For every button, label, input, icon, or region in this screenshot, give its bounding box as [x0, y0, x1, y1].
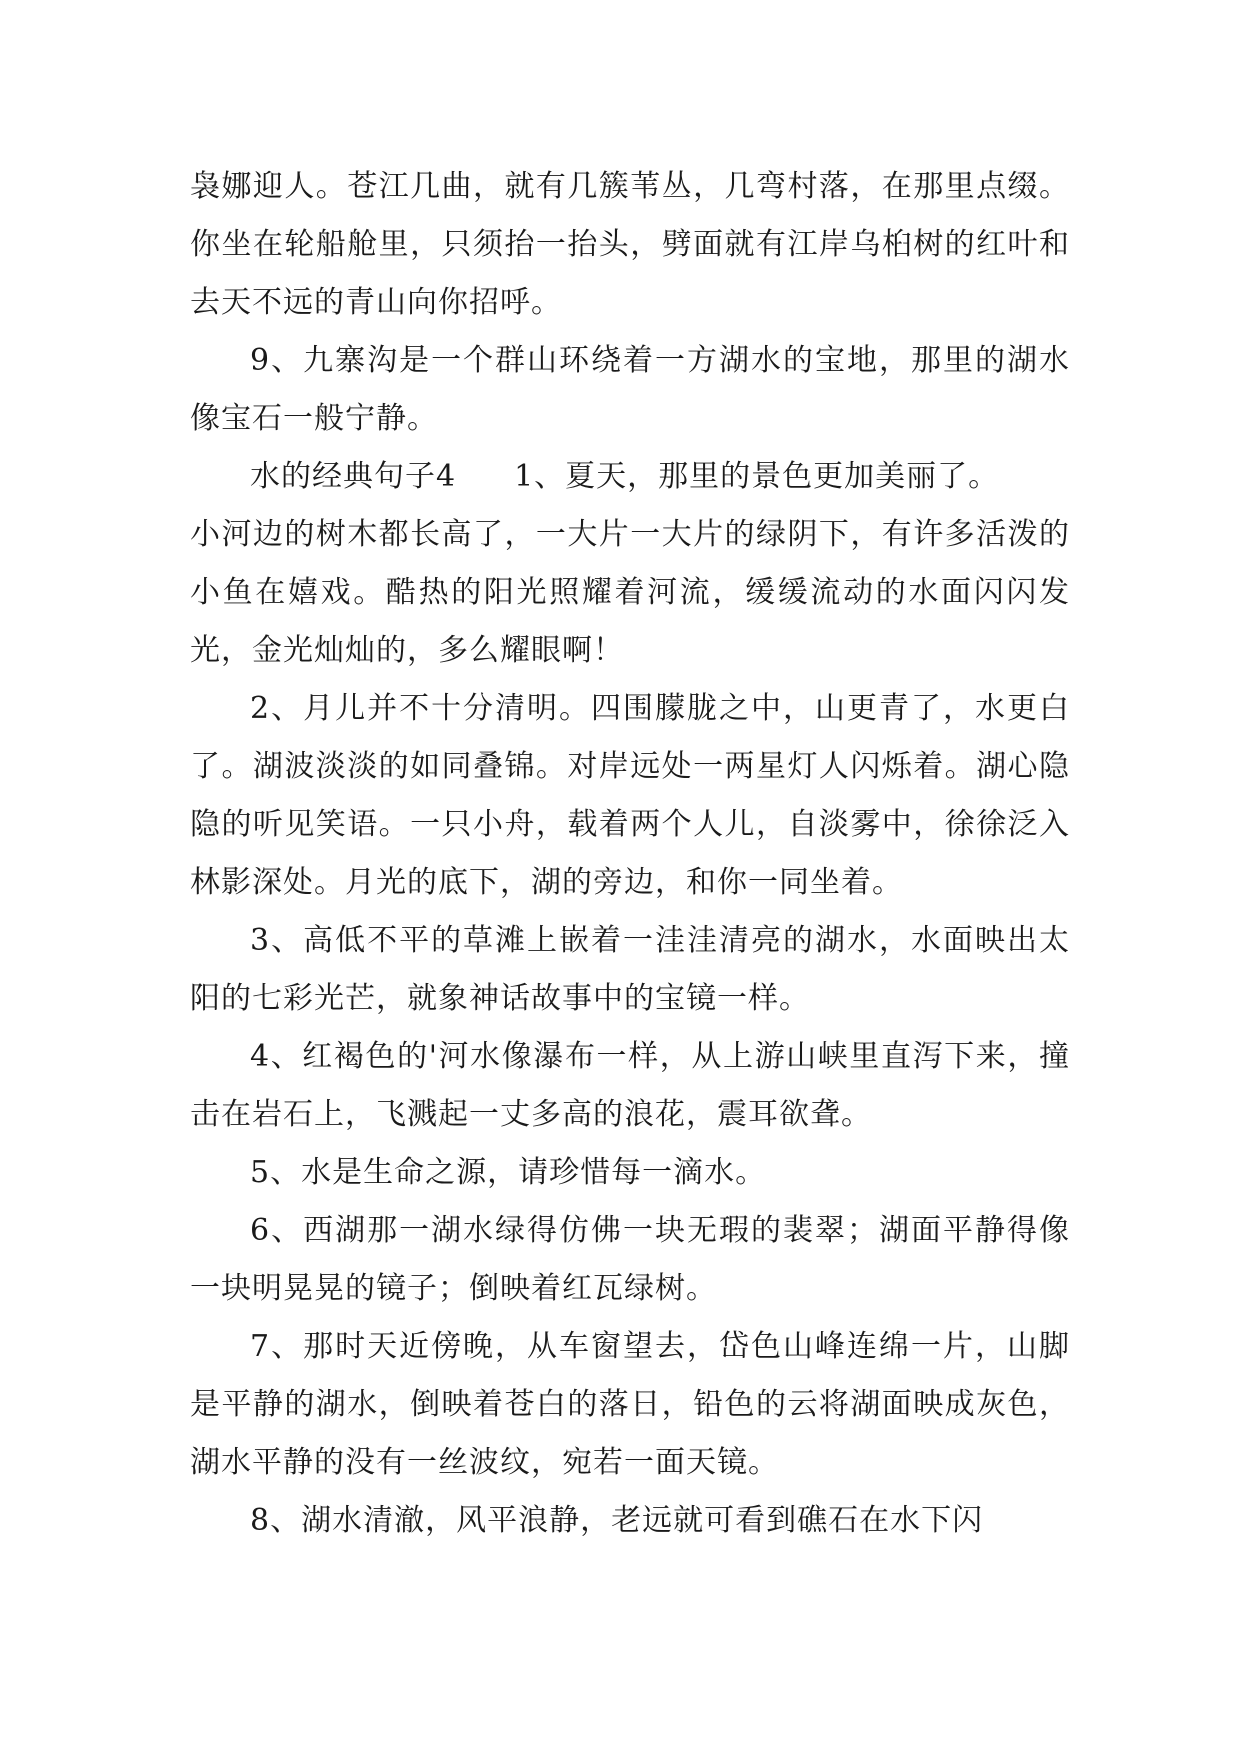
- list-item-3: 3、高低不平的草滩上嵌着一洼洼清亮的湖水，水面映出太阳的七彩光芒，就象神话故事中的宝镜一样。: [190, 923, 1070, 1016]
- list-item-2: 2、月儿并不十分清明。四围朦胧之中，山更青了，水更白了。湖波淡淡的如同叠锦。对岸远处一两星灯人闪烁着。湖心隐隐的听见笑语。一只小舟，载着两个人儿，自淡雾中，徐徐泛入林影深处。月光的底下，湖的旁边，和你一同坐着。: [190, 691, 1070, 900]
- section-heading-line: [190, 448, 1070, 506]
- document-body: [190, 158, 1070, 1550]
- paragraph-item-9: 9、九寨沟是一个群山环绕着一方湖水的宝地，那里的湖水像宝石一般宁静。: [190, 343, 1070, 436]
- item-1-continued: 小河边的树木都长高了，一大片一大片的绿阴下，有许多活泼的小鱼在嬉戏。酷热的阳光照耀着河流，缓缓流动的水面闪闪发光，金光灿灿的，多么耀眼啊！: [190, 517, 1070, 668]
- list-item-8: 8、湖水清澈，风平浪静，老远就可看到礁石在水下闪: [250, 1503, 984, 1538]
- paragraph-continued: 袅娜迎人。苍江几曲，就有几簇苇丛，几弯村落，在那里点缀。你坐在轮船舱里，只须抬一抬头，劈面就有江岸乌桕树的红叶和去天不远的青山向你招呼。: [190, 169, 1070, 320]
- section-heading: 水的经典句子4: [250, 459, 457, 494]
- list-item-4: 4、红褐色的'河水像瀑布一样，从上游山峡里直泻下来，撞击在岩石上，飞溅起一丈多高的浪花，震耳欲聋。: [190, 1039, 1070, 1132]
- list-item-5: 5、水是生命之源，请珍惜每一滴水。: [250, 1155, 767, 1190]
- item-1-start: 1、夏天，那里的景色更加美丽了。: [514, 459, 1000, 494]
- list-item-6: 6、西湖那一湖水绿得仿佛一块无瑕的裴翠；湖面平静得像一块明晃晃的镜子；倒映着红瓦绿树。: [190, 1213, 1070, 1306]
- list-item-7: 7、那时天近傍晚，从车窗望去，岱色山峰连绵一片，山脚是平静的湖水，倒映着苍白的落日，铅色的云将湖面映成灰色，湖水平静的没有一丝波纹，宛若一面天镜。: [190, 1329, 1070, 1480]
